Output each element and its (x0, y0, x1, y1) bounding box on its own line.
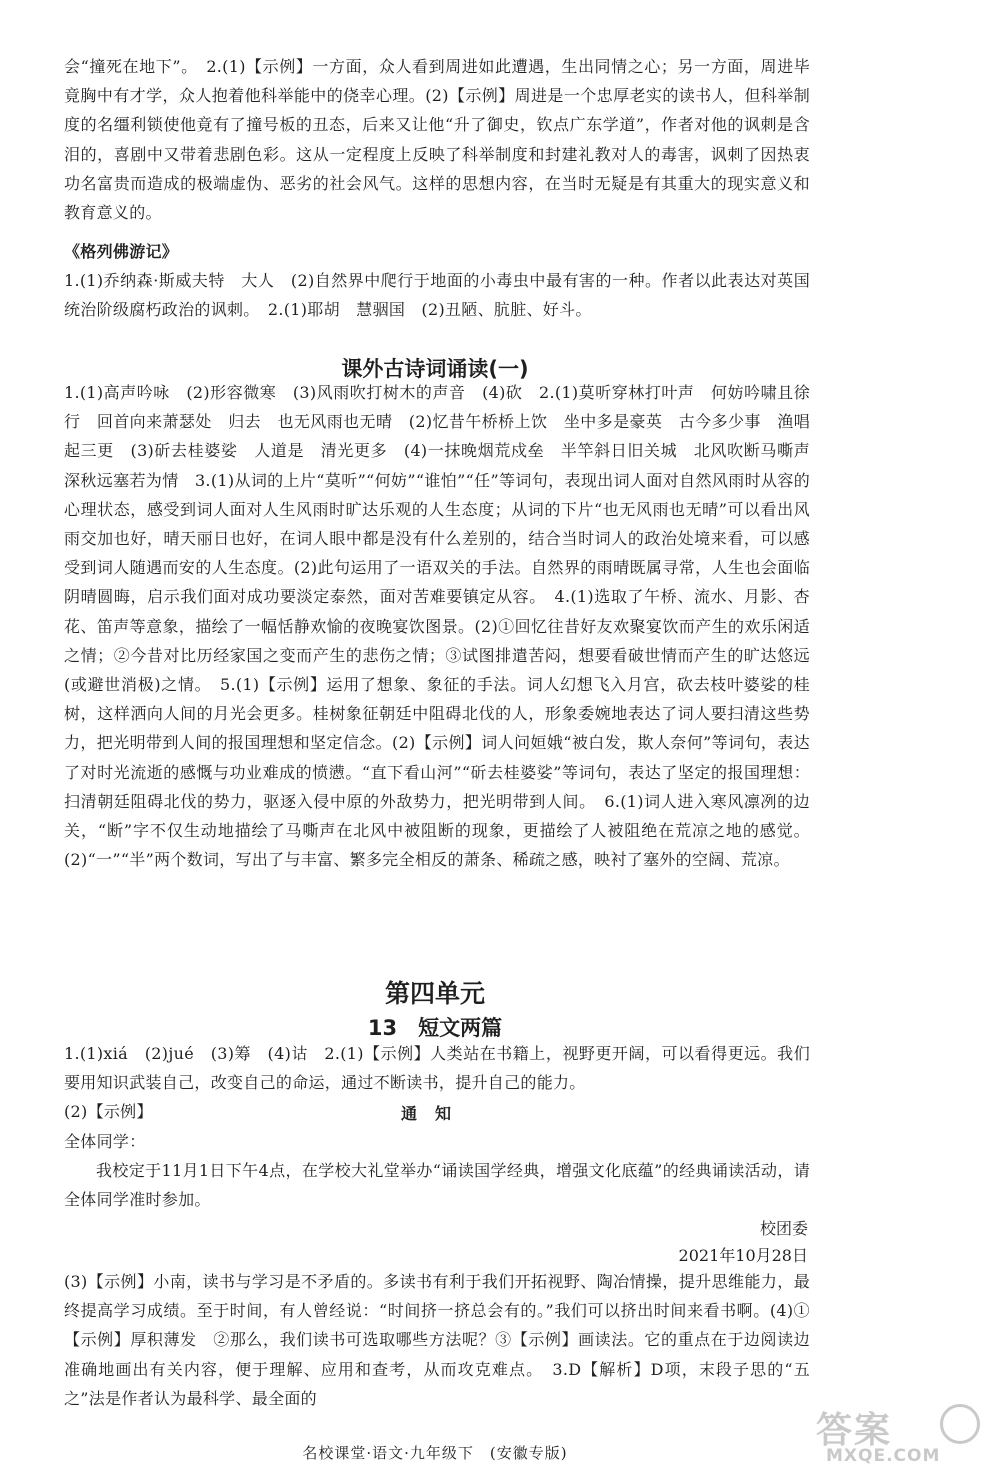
unit-heading: 第四单元 (384, 979, 485, 1008)
notice-title: 通知 (400, 1104, 469, 1123)
notice-salutation: 全体同学： (64, 1132, 146, 1151)
notice-signature: 校团委 (759, 1219, 808, 1238)
watermark-url: MXQE.COM (826, 1446, 941, 1466)
watermark-logo (812, 1402, 992, 1466)
example-label: (2)【示例】 (64, 1102, 153, 1121)
watermark-text: 答案 (816, 1410, 893, 1451)
notice-body: 我校定于11月1日下午4点，在学校大礼堂举办“诵读国学经典，增强文化底蕴”的经典诵读活动，请全体同学准时参加。 (64, 1161, 810, 1210)
watermark-circle-icon (940, 1404, 980, 1444)
section-title-gulliver: 《格列佛游记》 (64, 242, 179, 261)
answer-paragraph-rulin-waishi: 会“撞死在地下”。 2.(1)【示例】一方面，众人看到周进如此遭遇，生出同情之心；另一方面，周进毕竟胸中有才学，众人抱着他科举能中的侥幸心理。(2)【示例】周进是一个忠厚老实的读书人，但科举制度的名缰利锁使他竟有了撞号板的丑态，后来又让他“升了御史，钦点广东学道”，作者对他的讽刺是含泪的，喜剧中又带着悲剧色彩。这从一定程度上反映了科举制度和封建礼教对人的毒害，讽刺了因热衷功名富贵而造成的极端虚伪、恶劣的社会风气。这样的思想内容，在当时无疑是有其重大的现实意义和教育意义的。 (64, 57, 810, 223)
page-footer: 名校课堂·语文·九年级下 (安徽专版) (302, 1444, 568, 1462)
answer-paragraph-poetry: 1.(1)高声吟咏 (2)形容微寒 (3)风雨吹打树木的声音 (4)砍 2.(1)莫听穿林打叶声 何妨吟啸且徐行 回首向来萧瑟处 归去 也无风雨也无晴 (2)忆昔午桥桥上饮 坐中多是豪英 古今多少事 渔唱起三更 (3)斫去桂婆娑 人道是 清光更多 (4)一抹晚烟荒戍垒 半竿斜日旧关城 北风吹断马嘶声 深秋远塞若为情 3.(1)从词的上片“莫听”“何妨”“谁怕”“任”等词句，表现出词人面对自然风雨时从容的心理状态，感受到词人面对人生风雨时旷达乐观的人生态度；从词的下片“也无风雨也无晴”可以看出风雨交加也好，晴天丽日也好，在词人眼中都是没有什么差别的，结合当时词人的政治处境来看，可以感受到词人随遇而安的人生态度。(2)此句运用了一语双关的手法。自然界的雨晴既属寻常，人生也会面临阴晴圆晦，启示我们面对成功要淡定泰然，面对苦难要镇定从容。 4.(1)选取了午桥、流水、月影、杏花、笛声等意象，描绘了一幅恬静欢愉的夜晚宴饮图景。(2)①回忆往昔好友欢聚宴饮而产生的欢乐闲适之情；②今昔对比历经家国之变而产生的悲伤之情；③试图排遣苦闷，想要看破世情而产生的旷达悠远(或避世消极)之情。 5.(1)【示例】运用了想象、象征的手法。词人幻想飞入月宫，砍去枝叶婆娑的桂树，这样洒向人间的月光会更多。桂树象征朝廷中阻碍北伐的人，形象委婉地表达了词人要扫清这些势力，把光明带到人间的报国理想和坚定信念。(2)【示例】词人问姮娥“被白发，欺人奈何”等词句，表达了对时光流逝的感慨与功业难成的愤懑。“直下看山河”“斫去桂婆娑”等词句，表达了坚定的报国理想：扫清朝廷阻碍北伐的势力，驱逐入侵中原的外敌势力，把光明带到人间。 6.(1)词人进入寒风凛冽的边关，“断”字不仅生动地描绘了马嘶声在北风中被阻断的现象，更描绘了人被阻绝在荒凉之地的感觉。(2)“一”“半”两个数词，写出了与丰富、繁多完全相反的萧条、稀疏之感，映衬了塞外的空阔、荒凉。 (64, 383, 827, 870)
answer-paragraph-reading: (3)【示例】小南，读书与学习是不矛盾的。多读书有利于我们开拓视野、陶冶情操，提升思维能力，最终提高学习成绩。至于时间，有人曾经说：“时间挤一挤总会有的。”我们可以挤出时间来看书啊。(4)①【示例】厚积薄发 ②那么，我们读书可选取哪些方法呢？③【示例】画读法。它的重点在于边阅读边准确地画出有关内容，便于理解、应用和查考，从而攻克难点。 3.D【解析】D项，末段子思的“五之”法是作者认为最科学、最全面的 (64, 1272, 810, 1408)
answer-paragraph-gulliver: 1.(1)乔纳森·斯威夫特 大人 (2)自然界中爬行于地面的小毒虫中最有害的一种。作者以此表达对英国统治阶级腐朽政治的讽刺。 2.(1)耶胡 慧骃国 (2)丑陋、肮脏、好斗。 (64, 271, 810, 320)
section-heading-poetry: 课外古诗词诵读(一) (341, 357, 529, 381)
answer-paragraph-lesson13: 1.(1)xiá (2)jué (3)筹 (4)诂 2.(1)【示例】人类站在书籍上，视野更开阔，可以看得更远。我们要用知识武装自己，改变自己的命运，通过不断读书，提升自己的能力。 (64, 1044, 810, 1093)
notice-date: 2021年10月28日 (678, 1246, 808, 1265)
lesson-heading: 13 短文两篇 (367, 1016, 503, 1040)
